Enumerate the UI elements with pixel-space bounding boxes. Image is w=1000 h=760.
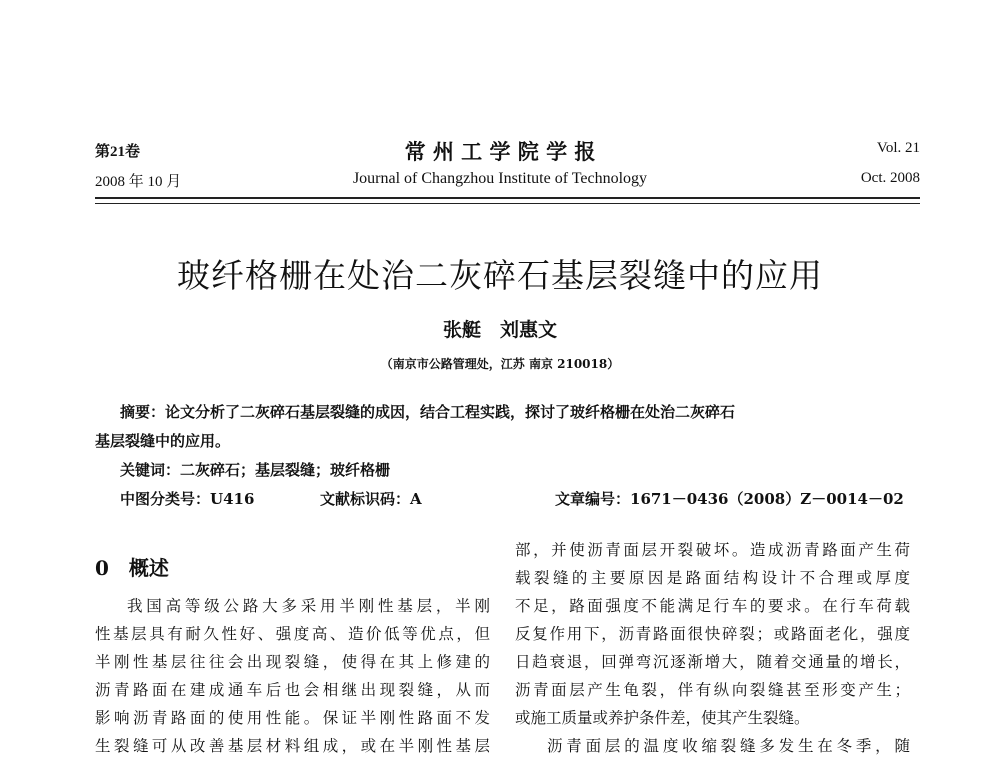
volume-en: Vol. 21 [876, 140, 920, 156]
left-column [95, 592, 490, 760]
clc-number: 中图分类号：U416 [120, 490, 255, 508]
text-line: 我国高等级公路大多采用半刚性基层，半刚 [127, 597, 490, 615]
text-line: 影响沥青路面的使用性能。保证半刚性路面不发 [95, 709, 490, 727]
text-line: 性基层具有耐久性好、强度高、造价低等优点，但 [95, 625, 490, 643]
text-line: 部，并使沥青面层开裂破坏。造成沥青路面产生荷 [515, 541, 910, 559]
article-title: 玻纤格栅在处治二灰碎石基层裂缝中的应用 [177, 256, 823, 295]
text-line: 日趋衰退，回弹弯沉逐渐增大，随着交通量的增长， [515, 653, 910, 671]
text-line: 反复作用下，沥青路面很快碎裂；或路面老化，强度 [515, 625, 910, 643]
abstract-line: 摘要：论文分析了二灰碎石基层裂缝的成因，结合工程实践，探讨了玻纤格栅在处治二灰碎石 [120, 403, 736, 421]
abstract-line: 基层裂缝中的应用。 [95, 432, 231, 450]
section-heading: 0 概述 [95, 556, 169, 580]
text-line: 沥青路面在建成通车后也会相继出现裂缝，从而 [95, 681, 490, 699]
keywords: 关键词：二灰碎石；基层裂缝；玻纤格栅 [120, 461, 391, 479]
text-line: 沥青面层的温度收缩裂缝多发生在冬季，随 [547, 737, 910, 755]
text-line: 半刚性基层往往会出现裂缝，使得在其上修建的 [95, 653, 490, 671]
article-number: 文章编号：1671－0436（2008）Z－0014－02 [555, 490, 904, 508]
journal-title-cn: 常 州 工 学 院 学 报 [404, 139, 596, 164]
date-cn: 2008 年 10 月 [95, 174, 182, 190]
volume-cn: 第21卷 [95, 144, 141, 160]
text-line: 载裂缝的主要原因是路面结构设计不合理或厚度 [515, 569, 910, 587]
article-affiliation: （南京市公路管理处，江苏 南京 210018） [380, 357, 620, 371]
right-column [515, 536, 910, 760]
header-rule-thin [95, 203, 920, 204]
article-authors: 张艇 刘惠文 [442, 319, 557, 341]
date-en: Oct. 2008 [860, 170, 920, 186]
journal-title-en: Journal of Changzhou Institute of Technology [352, 170, 648, 187]
text-line: 不足，路面强度不能满足行车的要求。在行车荷载 [515, 597, 910, 615]
document-code: 文献标识码：A [320, 490, 422, 508]
text-line: 生裂缝可从改善基层材料组成，或在半刚性基层 [95, 737, 490, 755]
header-rule-thick [95, 197, 920, 199]
text-line: 或施工质量或养护条件差，使其产生裂缝。 [515, 709, 810, 727]
text-line: 沥青面层产生龟裂，伴有纵向裂缝甚至形变产生； [515, 681, 910, 699]
